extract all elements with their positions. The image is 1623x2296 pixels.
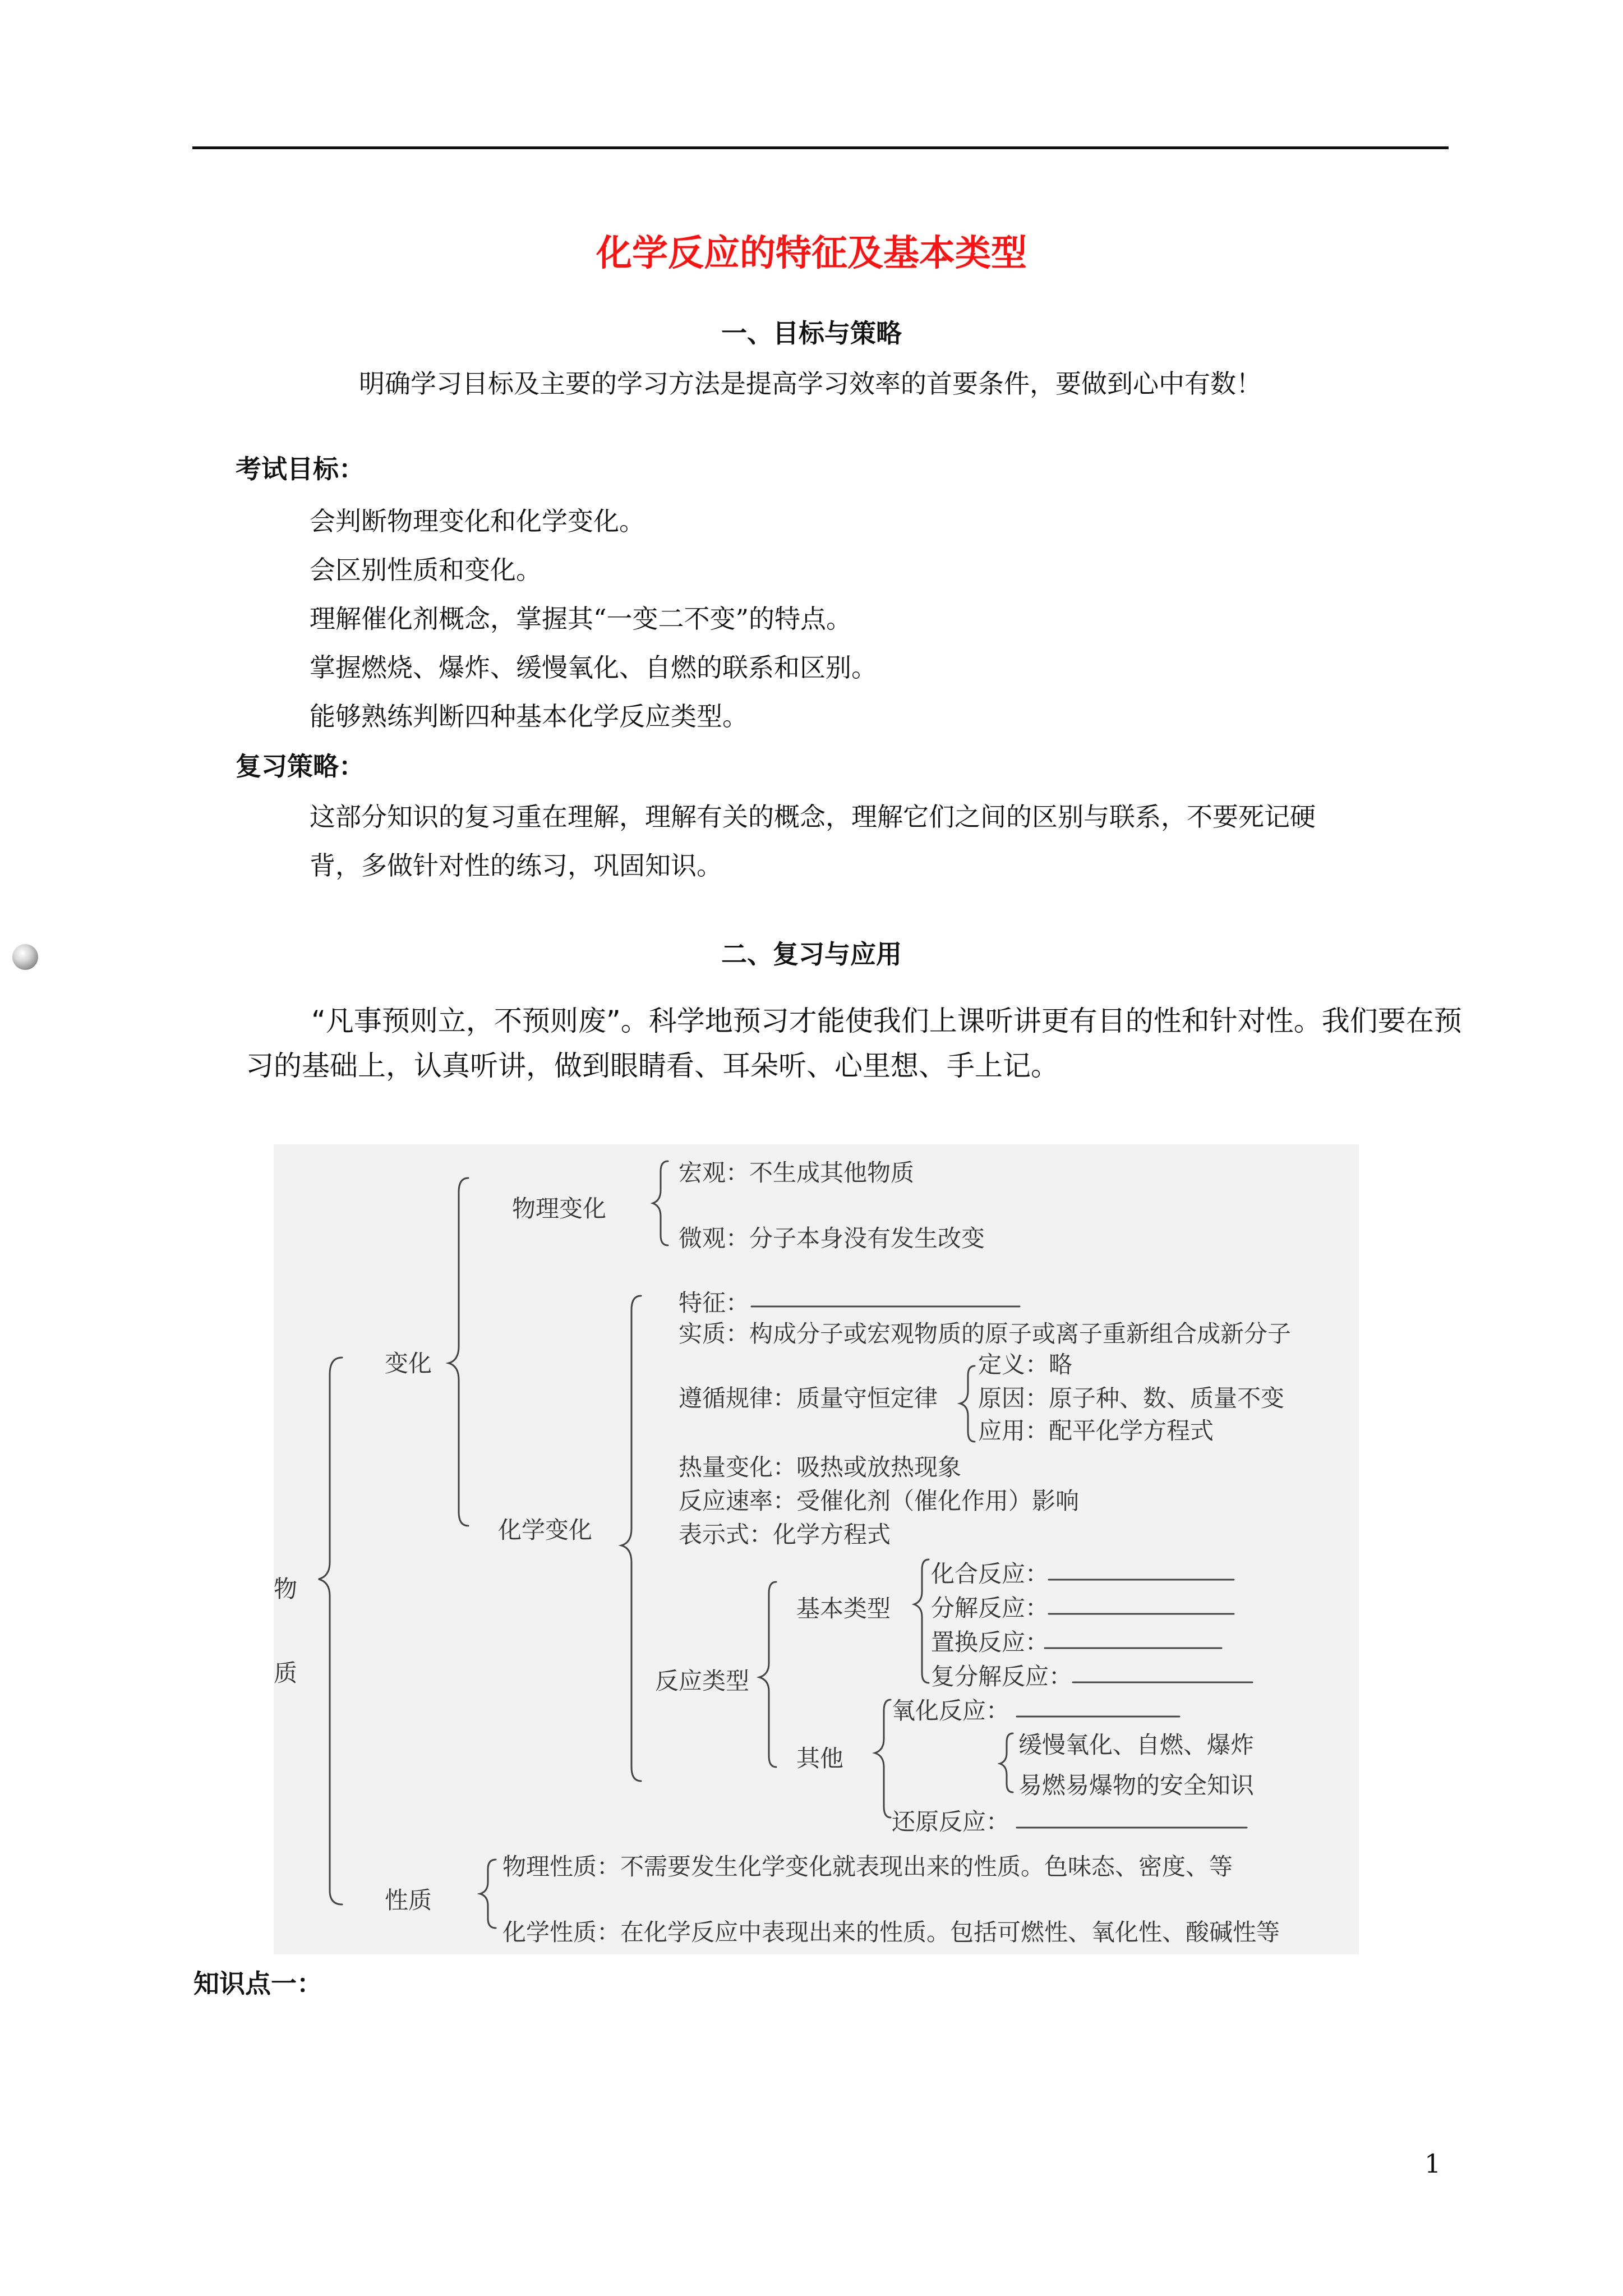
map-leaf-reduction: 还原反应： (892, 1808, 1010, 1835)
map-node-basic-types: 基本类型 (796, 1595, 891, 1622)
map-leaf-decomposition: 分解反应： (931, 1594, 1049, 1622)
map-leaf-essence: 实质：构成分子或宏观物质的原子或离子重新组合成新分子 (679, 1320, 1292, 1347)
strategy-line: 这部分知识的复习重在理解，理解有关的概念，理解它们之间的区别与联系，不要死记硬 (310, 802, 1316, 832)
map-leaf-macro: 宏观：不生成其他物质 (679, 1159, 915, 1186)
section2-heading: 二、复习与应用 (721, 939, 902, 969)
page-title: 化学反应的特征及基本类型 (596, 233, 1027, 274)
concept-map (274, 1144, 1359, 1954)
map-leaf-law-definition: 定义：略 (978, 1351, 1073, 1378)
map-node-change: 变化 (385, 1350, 432, 1377)
map-leaf-oxidation: 氧化反应： (892, 1697, 1010, 1724)
quote-line: 习的基础上，认真听讲，做到眼睛看、耳朵听、心里想、手上记。 (246, 1050, 1059, 1082)
map-root-label: 物 (274, 1575, 298, 1603)
map-leaf-law-reason: 原因：原子种、数、质量不变 (978, 1384, 1285, 1412)
exam-goals-label: 考试目标： (236, 454, 365, 484)
map-leaf-slow-oxidation: 缓慢氧化、自燃、爆炸 (1018, 1731, 1255, 1759)
map-leaf-micro: 微观：分子本身没有发生改变 (679, 1225, 985, 1252)
map-leaf-law: 遵循规律：质量守恒定律 (679, 1384, 938, 1412)
map-node-others: 其他 (796, 1745, 844, 1772)
goal-item: 理解催化剂概念，掌握其“一变二不变”的特点。 (310, 604, 852, 634)
map-leaf-displacement: 置换反应： (931, 1628, 1049, 1656)
section1-intro: 明确学习目标及主要的学习方法是提高学习效率的首要条件，要做到心中有数！ (359, 369, 1262, 399)
map-leaf-feature: 特征： (679, 1289, 750, 1317)
map-leaf-physical-property: 物理性质：不需要发生化学变化就表现出来的性质。色味态、密度、等 (502, 1853, 1233, 1880)
map-leaf-safety: 易燃易爆物的安全知识 (1018, 1772, 1255, 1799)
goal-item: 能够熟练判断四种基本化学反应类型。 (310, 701, 748, 731)
map-node-chemical-change: 化学变化 (498, 1516, 593, 1544)
map-leaf-combination: 化合反应： (931, 1560, 1049, 1588)
map-node-property: 性质 (385, 1887, 432, 1914)
knowledge-point-heading: 知识点一： (193, 1968, 322, 1999)
strategy-label: 复习策略： (236, 751, 365, 781)
goal-item: 会判断物理变化和化学变化。 (310, 506, 645, 536)
section1-heading: 一、目标与策略 (721, 318, 902, 348)
map-leaf-heat: 热量变化：吸热或放热现象 (679, 1453, 962, 1481)
map-node-physical-change: 物理变化 (512, 1195, 607, 1222)
map-root-label: 质 (274, 1659, 298, 1687)
strategy-line: 背，多做针对性的练习，巩固知识。 (310, 850, 722, 881)
goal-item: 会区别性质和变化。 (310, 555, 542, 585)
quote-line: “凡事预则立，不预则废”。科学地预习才能使我们上课听讲更有目的性和针对性。我们要在预 (311, 1005, 1462, 1037)
map-node-reaction-types: 反应类型 (655, 1667, 750, 1695)
map-leaf-rate: 反应速率：受催化剂（催化作用）影响 (679, 1487, 1080, 1515)
map-leaf-double-decomposition: 复分解反应： (931, 1663, 1073, 1690)
map-leaf-law-application: 应用：配平化学方程式 (978, 1417, 1214, 1444)
page-number: 1 (1424, 2148, 1441, 2179)
goal-item: 掌握燃烧、爆炸、缓慢氧化、自燃的联系和区别。 (310, 652, 877, 683)
map-leaf-chemical-property: 化学性质：在化学反应中表现出来的性质。包括可燃性、氧化性、酸碱性等 (502, 1918, 1280, 1946)
map-leaf-expression: 表示式：化学方程式 (679, 1521, 891, 1548)
header-rule (192, 146, 1449, 149)
